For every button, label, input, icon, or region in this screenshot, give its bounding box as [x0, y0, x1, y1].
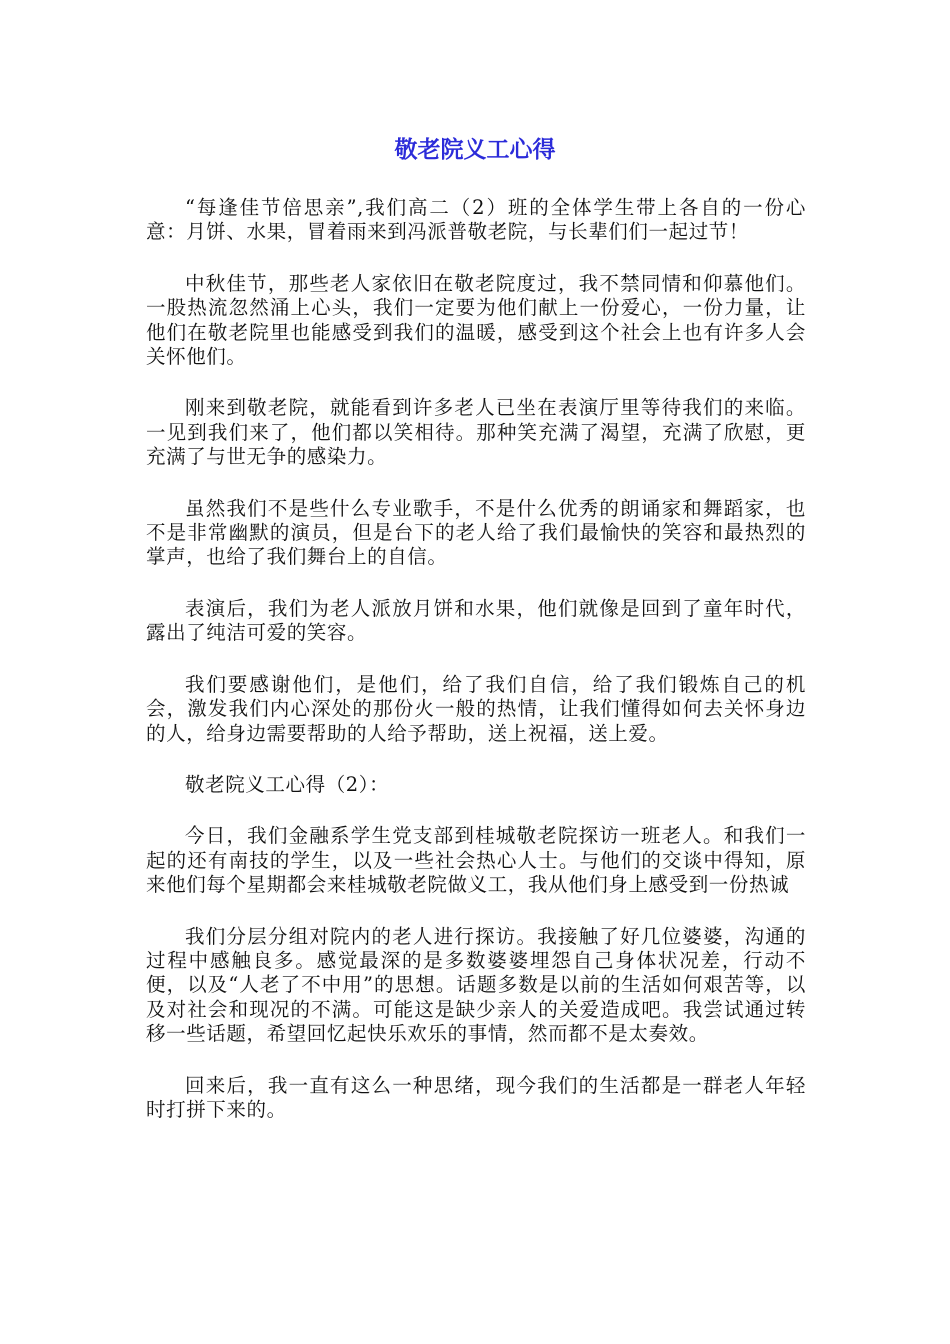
- document-title: 敬老院义工心得: [394, 137, 556, 163]
- paragraph: 回来后，我一直有这么一种思绪，现今我们的生活都是一群老人年轻时打拼下来的。: [146, 1073, 806, 1121]
- paragraph: 我们要感谢他们，是他们，给了我们自信，给了我们锻炼自己的机会，激发我们内心深处的那份火一般的热情，让我们懂得如何去关怀身边的人，给身边需要帮助的人给予帮助，送上祝福，送上爱。: [146, 672, 806, 745]
- paragraph: 中秋佳节，那些老人家依旧在敬老院度过，我不禁同情和仰慕他们。一股热流忽然涌上心头，我们一定要为他们献上一份爱心，一份力量，让他们在敬老院里也能感受到我们的温暖，感受到这个社会上也有许多人会关怀他们。: [146, 271, 806, 369]
- paragraph: 刚来到敬老院，就能看到许多老人已坐在表演厅里等待我们的来临。一见到我们来了，他们都以笑相待。那种笑充满了渴望，充满了欣慰，更充满了与世无争的感染力。: [146, 396, 806, 469]
- document-body: [146, 196, 806, 1149]
- paragraph: 表演后，我们为老人派放月饼和水果，他们就像是回到了童年时代，露出了纯洁可爱的笑容。: [146, 596, 806, 645]
- section-heading: 敬老院义工心得（2）：: [185, 772, 390, 796]
- paragraph: 虽然我们不是些什么专业歌手，不是什么优秀的朗诵家和舞蹈家，也不是非常幽默的演员，但是台下的老人给了我们最愉快的笑容和最热烈的掌声，也给了我们舞台上的自信。: [146, 496, 806, 569]
- paragraph: 今日，我们金融系学生党支部到桂城敬老院探访一班老人。和我们一起的还有南技的学生，以及一些社会热心人士。与他们的交谈中得知，原来他们每个星期都会来桂城敬老院做义工，我从他们身上感受到一份热诚: [146, 824, 806, 897]
- paragraph: 我们分层分组对院内的老人进行探访。我接触了好几位婆婆，沟通的过程中感触良多。感觉最深的是多数婆婆埋怨自己身体状况差，行动不便，以及“人老了不中用”的思想。话题多数是以前的生活如何艰苦等，以及对社会和现况的不满。可能这是缺少亲人的关爱造成吧。我尝试通过转移一些话题，希望回忆起快乐欢乐的事情，然而都不是太奏效。: [146, 924, 806, 1046]
- paragraph: “每逢佳节倍思亲”,我们高二（2）班的全体学生带上各自的一份心意：月饼、水果，冒着雨来到冯派普敬老院，与长辈们们一起过节！: [146, 196, 806, 244]
